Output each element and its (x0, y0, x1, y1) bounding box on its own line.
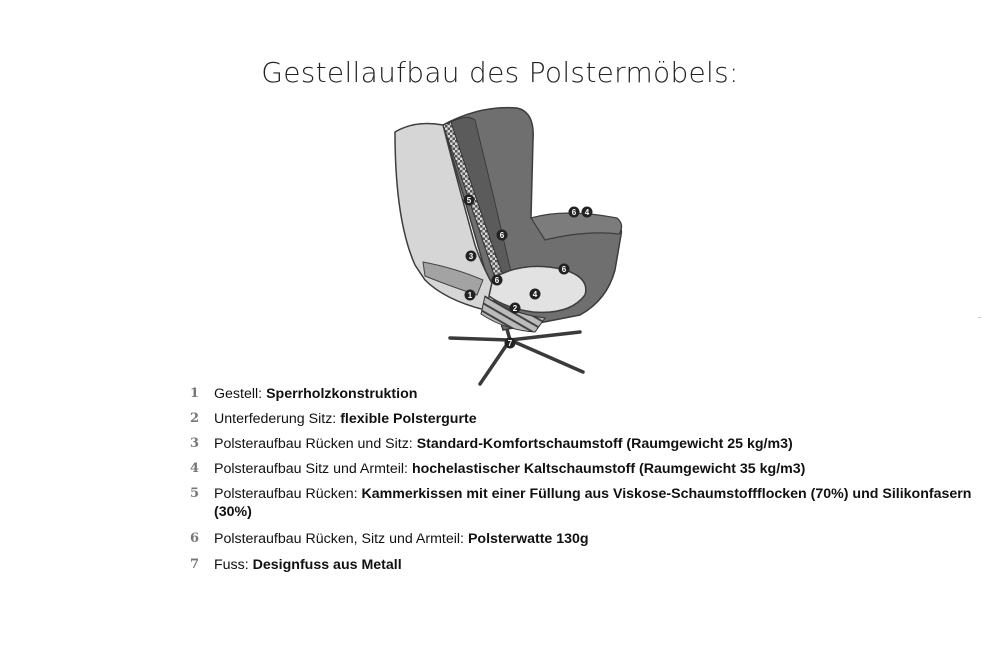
legend-label: Polsteraufbau Rücken, Sitz und Armteil: (214, 531, 464, 547)
legend-item-3 (190, 435, 980, 460)
legend-value: Standard-Komfortschaumstoff (Raumgewicht 25 kg/m3) (416, 436, 793, 452)
marker-6-back (497, 230, 508, 241)
marker-6-inner (492, 275, 503, 286)
svg-text:1: 1 (467, 291, 473, 300)
legend-number: 5 (190, 486, 200, 501)
legend-number: 1 (190, 386, 200, 401)
legend-number: 4 (190, 461, 200, 476)
svg-text:2: 2 (512, 304, 518, 313)
marker-2 (510, 303, 521, 314)
legend-item-6 (190, 530, 980, 556)
svg-text:4: 4 (584, 208, 590, 217)
legend-item-2 (190, 410, 980, 435)
legend-label: Unterfederung Sitz: (214, 411, 337, 427)
legend-value: hochelastischer Kaltschaumstoff (Raumgewicht 35 kg/m3) (411, 461, 806, 477)
marker-7 (505, 338, 516, 349)
marker-5 (464, 195, 475, 206)
svg-text:4: 4 (532, 290, 538, 299)
legend-value: flexible Polstergurte (340, 411, 477, 427)
legend-label: Polsteraufbau Sitz und Armteil: (214, 461, 408, 477)
svg-text:5: 5 (466, 196, 472, 205)
svg-text:6: 6 (499, 231, 505, 240)
legend-item-7 (190, 556, 980, 581)
legend-label: Gestell: (214, 386, 263, 402)
marker-4-arm (582, 207, 593, 218)
chair-illustration (385, 100, 635, 390)
legend-label: Polsteraufbau Rücken und Sitz: (214, 436, 413, 452)
legend-label: Polsteraufbau Rücken: (214, 486, 358, 502)
legend-number: 7 (190, 557, 200, 572)
legend-number: 3 (190, 436, 200, 451)
legend-number: 2 (190, 411, 200, 426)
legend-item-5 (190, 485, 980, 530)
legend-list (190, 385, 980, 581)
legend-item-4 (190, 460, 980, 485)
svg-text:6: 6 (561, 265, 567, 274)
stray-mark (978, 317, 981, 318)
legend-item-1 (190, 385, 980, 410)
svg-text:6: 6 (571, 208, 577, 217)
svg-text:6: 6 (494, 276, 500, 285)
marker-1 (465, 290, 476, 301)
chair-diagram (385, 100, 635, 390)
legend-number: 6 (190, 531, 200, 546)
legend-value: Kammerkissen mit einer Füllung aus Viskose-Schaumstoffflocken (70%) und Silikonfasern (30%) (214, 486, 972, 520)
legend-value: Designfuss aus Metall (252, 557, 402, 573)
page-title: Gestellaufbau des Polstermöbels: (261, 56, 739, 89)
svg-text:7: 7 (507, 339, 513, 348)
star-foot (450, 322, 583, 384)
marker-6-seat (559, 264, 570, 275)
legend-value: Sperrholzkonstruktion (266, 386, 418, 402)
marker-3 (466, 251, 477, 262)
svg-text:3: 3 (468, 252, 474, 261)
legend-value: Polsterwatte 130g (467, 531, 589, 547)
marker-4-seat (530, 289, 541, 300)
legend-label: Fuss: (214, 557, 249, 573)
marker-6-arm (569, 207, 580, 218)
